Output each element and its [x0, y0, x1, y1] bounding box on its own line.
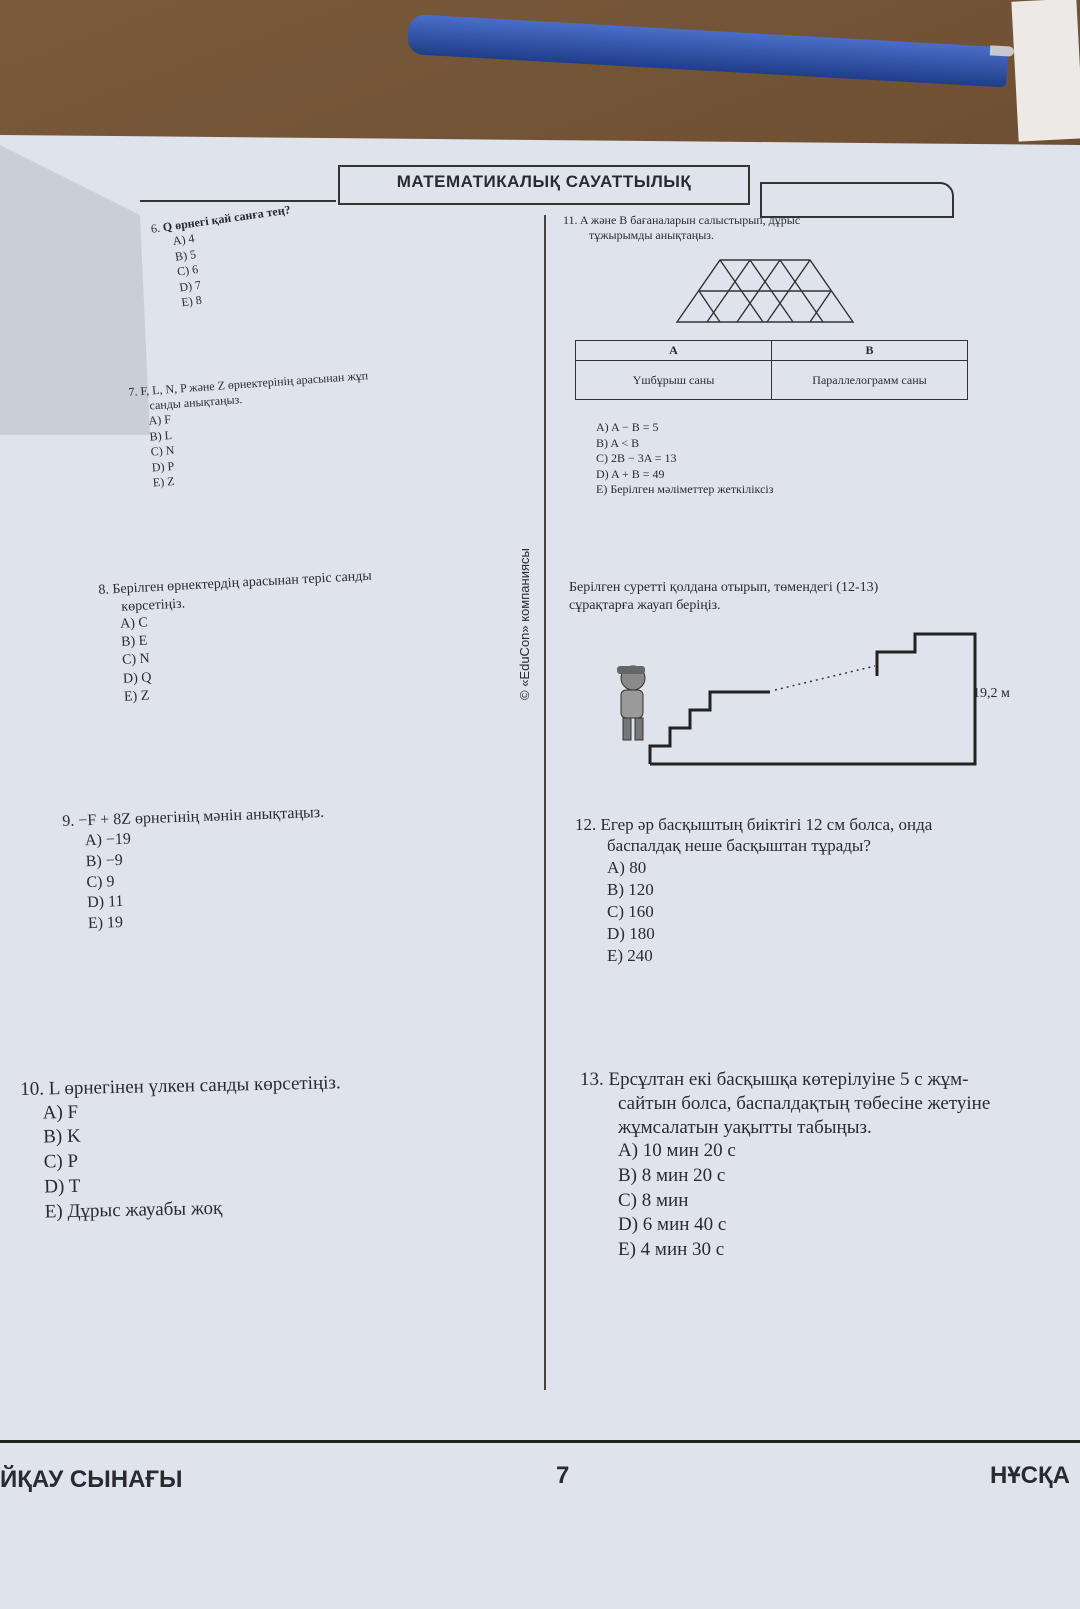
question-number: 11. [563, 213, 578, 227]
publisher-credit: © «EduCon» компаниясы [517, 548, 532, 700]
option[interactable]: B) A < B [596, 435, 640, 450]
footer-right: НҰСҚА [990, 1462, 1070, 1489]
height-label: 19,2 м [973, 686, 1010, 701]
column-b-cell: Параллелограмм саны [772, 361, 968, 400]
option[interactable]: C) N [121, 651, 151, 669]
question-8 [98, 568, 378, 708]
option[interactable]: D) A + B = 49 [596, 466, 665, 481]
question-9 [62, 803, 328, 936]
option[interactable]: C) 2B − 3A = 13 [596, 451, 677, 466]
option[interactable]: A) A − B = 5 [596, 420, 659, 434]
option[interactable]: E) 240 [607, 945, 653, 965]
option[interactable]: B) 120 [607, 879, 654, 899]
option[interactable]: A) C [119, 615, 149, 632]
option[interactable]: A) 4 [171, 231, 196, 248]
option[interactable]: D) P [151, 458, 175, 475]
option[interactable]: C) 160 [607, 901, 654, 921]
page-title: МАТЕМАТИКАЛЫҚ САУАТТЫЛЫҚ [338, 165, 750, 205]
intro-text: Берілген суретті қолдана отырып, төмендегі (12-13) [569, 580, 879, 595]
question-text-cont: тұжырымды анықтаңыз. [589, 228, 715, 242]
option[interactable]: E) Z [152, 474, 175, 490]
option[interactable]: E) Z [123, 688, 150, 705]
option[interactable]: B) E [120, 633, 148, 651]
triangle-grid-icon [675, 258, 855, 324]
notebook-corner [1011, 0, 1080, 142]
question-7 [128, 368, 375, 492]
question-number: 9. [62, 812, 75, 830]
question-text: L өрнегінен үлкен санды көрсетіңіз. [48, 1072, 341, 1100]
option[interactable]: D) 11 [86, 893, 124, 912]
question-number: 6. [150, 220, 161, 236]
question-text: Егер әр басқыштың биіктігі 12 см болса, онда [600, 815, 933, 834]
question-text-cont: көрсетіңіз. [120, 595, 186, 615]
question-number: 8. [98, 582, 110, 598]
question-text-cont: санды анықтаңыз. [148, 392, 243, 413]
question-12 [575, 814, 932, 967]
option[interactable]: D) 180 [607, 923, 655, 943]
page-number: 7 [556, 1462, 570, 1489]
footer-rule [0, 1440, 1080, 1443]
option[interactable]: A) 10 мин 20 с [618, 1140, 736, 1162]
question-text: Q өрнегі қай санға тең? [161, 202, 292, 235]
question-13 [580, 1068, 990, 1263]
question-text: A және B бағаналарын салыстырып, дұрыс [579, 213, 801, 227]
option[interactable]: D) 6 мин 40 с [618, 1214, 727, 1236]
climbing-boy-icon [617, 666, 645, 740]
column-divider [544, 215, 546, 1390]
option[interactable]: A) F [42, 1101, 79, 1124]
column-b-header: B [772, 341, 968, 361]
option[interactable]: D) Q [122, 669, 152, 687]
option[interactable]: A) −19 [84, 830, 132, 850]
option[interactable]: A) 80 [607, 857, 647, 877]
option[interactable]: E) 4 мин 30 с [618, 1239, 725, 1260]
question-text: F, L, N, P және Z өрнектерінің арасынан жұп [139, 368, 369, 399]
question-11 [563, 213, 800, 243]
option[interactable]: B) 5 [174, 246, 197, 264]
question-number: 13. [580, 1069, 604, 1090]
footer-left: ЙҚАУ СЫНАҒЫ [0, 1466, 183, 1493]
option[interactable]: C) P [43, 1150, 79, 1173]
question-number: 12. [575, 815, 597, 834]
question-text-cont: сайтын болса, баспалдақтың төбесіне жетуіне [618, 1092, 991, 1114]
header-rule [140, 200, 336, 202]
pen-tip-icon [990, 45, 1014, 56]
comparison-table [575, 340, 968, 400]
question-text: −F + 8Z өрнегінің мәнін анықтаңыз. [78, 803, 325, 830]
question-6 [150, 202, 302, 314]
option[interactable]: B) 8 мин 20 с [618, 1164, 726, 1186]
option[interactable]: E) Дұрыс жауабы жоқ [44, 1197, 223, 1223]
question-text-cont: жұмсалатын уақытты табыңыз. [618, 1116, 872, 1138]
column-a-cell: Үшбұрыш саны [576, 361, 772, 400]
option[interactable]: C) N [150, 443, 175, 459]
option[interactable]: C) 8 мин [618, 1189, 689, 1211]
question-text: Берілген өрнектердің арасынан теріс санды [112, 568, 373, 598]
question-text-cont: баспалдақ неше басқыштан тұрады? [607, 836, 871, 856]
option[interactable]: C) 6 [176, 262, 199, 279]
option[interactable]: B) K [43, 1126, 81, 1148]
option[interactable]: B) −9 [85, 851, 124, 870]
stairs-figure-icon [605, 628, 985, 768]
option[interactable]: B) L [149, 427, 173, 444]
question-text: Ерсұлтан екі басқышқа көтерілуіне 5 с жұм- [608, 1069, 969, 1090]
question-10 [20, 1071, 344, 1225]
question-number: 7. [128, 384, 138, 399]
intro-text-cont: сұрақтарға жауап беріңіз. [569, 597, 721, 613]
option[interactable]: E) Берілген мәліметтер жеткіліксіз [596, 482, 774, 497]
column-a-header: A [576, 341, 772, 361]
option[interactable]: A) F [148, 412, 172, 428]
option[interactable]: C) 9 [86, 872, 115, 891]
option[interactable]: E) 19 [87, 914, 124, 933]
option[interactable]: D) 7 [178, 277, 202, 295]
question-number: 10. [20, 1078, 45, 1100]
intro-12-13 [569, 579, 878, 614]
option[interactable]: D) T [44, 1175, 81, 1198]
question-11-options [596, 420, 773, 498]
option[interactable]: E) 8 [180, 293, 203, 310]
